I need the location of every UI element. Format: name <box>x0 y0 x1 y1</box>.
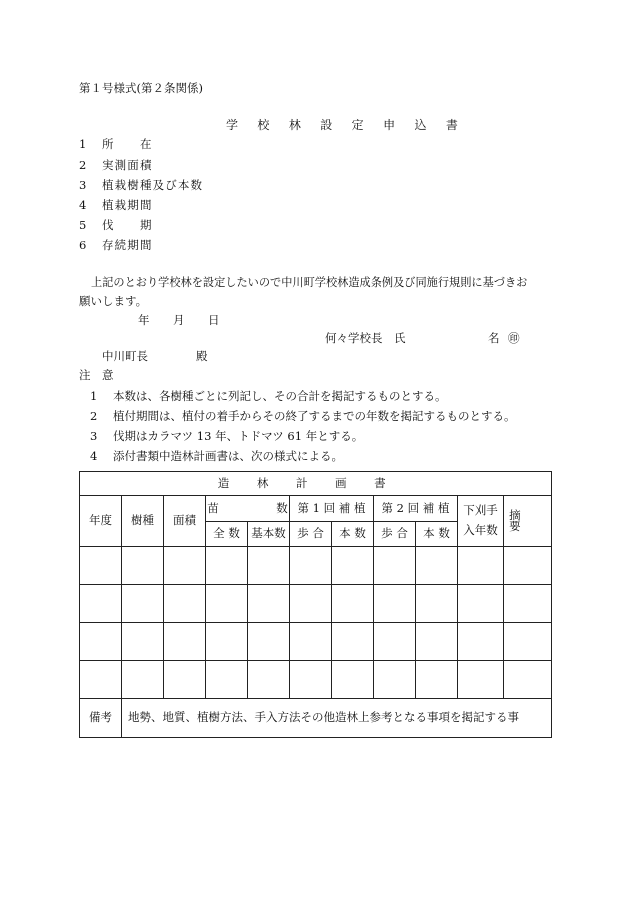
seal-mark: ㊞ <box>508 331 520 345</box>
afforestation-plan-table <box>79 471 583 738</box>
item-number: 5 <box>79 218 87 232</box>
table-cell <box>80 623 122 661</box>
seedlings-group-header: 苗 数 <box>206 496 290 522</box>
document-title: 学 校 林 設 定 申 込 書 <box>226 118 466 132</box>
table-cell <box>374 661 416 699</box>
table-cell <box>206 661 248 699</box>
table-cell <box>458 585 504 623</box>
table-cell <box>206 547 248 585</box>
table-cell <box>458 623 504 661</box>
table-cell <box>164 547 206 585</box>
table-cell <box>332 547 374 585</box>
weeding-years-header <box>458 496 504 547</box>
sub-total-header: 全 数 <box>206 522 248 547</box>
table-cell <box>80 585 122 623</box>
table-cell <box>458 547 504 585</box>
table-cell <box>164 623 206 661</box>
note-text: 本数は、各樹種ごとに列記し、その合計を掲記するものとする。 <box>113 389 447 403</box>
date-month: 月 <box>173 313 185 327</box>
note-number: 2 <box>90 409 98 423</box>
item-number: 4 <box>79 198 87 212</box>
table-cell <box>290 547 332 585</box>
col-notes-header: 摘 要 <box>504 496 552 547</box>
body-text-line-1: 上記のとおり学校林を設定したいので中川町学校林造成条例及び同施行規則に基づきお <box>91 276 528 289</box>
item-label: 存続期間 <box>102 238 153 252</box>
table-cell <box>332 623 374 661</box>
item-number: 2 <box>79 158 87 172</box>
table-cell <box>332 585 374 623</box>
table-cell <box>504 623 552 661</box>
note-text: 添付書類中造林計画書は、次の様式による。 <box>113 449 343 463</box>
table-cell <box>248 661 290 699</box>
table-cell <box>374 585 416 623</box>
table-cell <box>290 623 332 661</box>
date-day: 日 <box>208 313 220 327</box>
sub-count-header: 本 数 <box>332 522 374 547</box>
item-label: 実測面積 <box>102 158 153 172</box>
notes-heading: 注 意 <box>79 368 114 382</box>
remarks-row <box>80 699 552 738</box>
table-cell <box>504 585 552 623</box>
table-cell <box>164 661 206 699</box>
table-cell <box>164 585 206 623</box>
table-cell <box>374 623 416 661</box>
table-cell <box>458 661 504 699</box>
table-cell <box>122 661 164 699</box>
table-cell <box>416 585 458 623</box>
item-number: 3 <box>79 178 87 192</box>
item-number: 1 <box>79 137 87 151</box>
table-cell <box>332 661 374 699</box>
table-row <box>80 547 552 585</box>
table-title-cell <box>80 472 552 496</box>
item-label: 植栽期間 <box>102 198 153 212</box>
note-text: 植付期間は、植付の着手からその終了するまでの年数を掲記するものとする。 <box>113 409 516 423</box>
table-cell <box>206 623 248 661</box>
item-number: 6 <box>79 238 87 252</box>
col-species-header: 樹種 <box>122 496 164 547</box>
applicant-title: 何々学校長 氏 <box>325 331 406 345</box>
table-row <box>80 623 552 661</box>
form-id: 第１号様式(第２条関係) <box>79 81 203 95</box>
replanting-2-header: 第 2 回 補 植 <box>374 496 458 522</box>
sub-rate-header: 歩 合 <box>290 522 332 547</box>
table-cell <box>80 547 122 585</box>
replanting-1-header: 第 1 回 補 植 <box>290 496 374 522</box>
table-cell <box>122 547 164 585</box>
table-cell <box>416 547 458 585</box>
item-label: 伐 期 <box>102 218 153 232</box>
sub-base-header: 基本数 <box>248 522 290 547</box>
table-cell <box>206 585 248 623</box>
table-cell <box>374 547 416 585</box>
date-year: 年 <box>138 313 150 327</box>
sub-rate-header: 歩 合 <box>374 522 416 547</box>
sub-count-header: 本 数 <box>416 522 458 547</box>
item-label: 所 在 <box>102 137 153 151</box>
weeding-years-line-1: 下刈手 <box>463 503 498 518</box>
table-cell <box>248 585 290 623</box>
body-text-line-2: 願いします。 <box>79 294 148 308</box>
applicant-name-label: 名 <box>488 331 500 345</box>
table-cell <box>290 661 332 699</box>
table-cell <box>248 623 290 661</box>
table-cell <box>416 661 458 699</box>
item-label: 植栽樹種及び本数 <box>102 178 204 192</box>
addressee-name: 中川町長 <box>102 349 148 363</box>
table-title: 造林計画書 <box>217 475 414 490</box>
table-cell <box>504 661 552 699</box>
table-cell <box>416 623 458 661</box>
table-cell <box>122 585 164 623</box>
remarks-text: 地勢、地質、植樹方法、手入方法その他造林上参考となる事項を掲記する事 <box>122 699 552 738</box>
table-cell <box>122 623 164 661</box>
table-cell <box>290 585 332 623</box>
col-area-header: 面積 <box>164 496 206 547</box>
note-number: 3 <box>90 429 98 443</box>
col-year-header: 年度 <box>80 496 122 547</box>
note-text: 伐期はカラマツ 13 年、トドマツ 61 年とする。 <box>113 429 364 443</box>
table-cell <box>504 547 552 585</box>
note-number: 4 <box>90 449 98 463</box>
table-row <box>80 661 552 699</box>
table-row <box>80 585 552 623</box>
table-cell <box>80 661 122 699</box>
table-cell <box>248 547 290 585</box>
weeding-years-line-2: 入年数 <box>463 523 498 537</box>
note-number: 1 <box>90 389 98 403</box>
remarks-label: 備考 <box>80 699 122 738</box>
addressee-honorific: 殿 <box>196 349 208 363</box>
